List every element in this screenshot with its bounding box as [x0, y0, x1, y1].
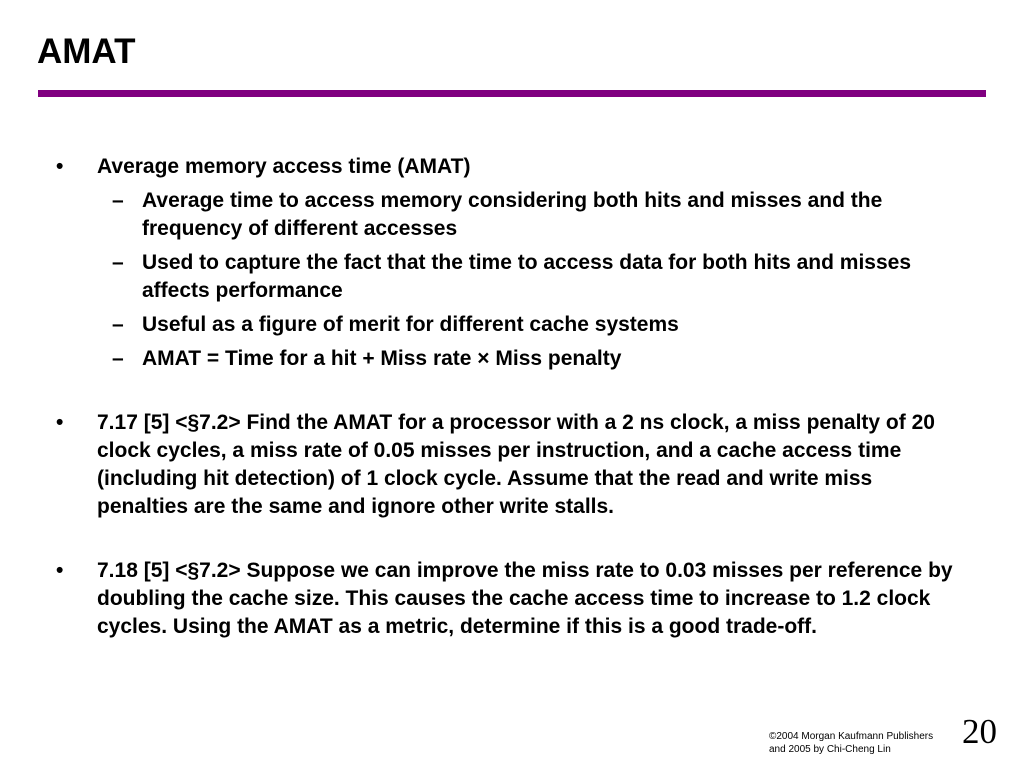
- sub-bullet-text: Average time to access memory considering both hits and misses and the frequency of different accesses: [142, 189, 883, 240]
- sub-bullet-text: Useful as a figure of merit for different cache systems: [142, 313, 679, 336]
- bullet-exercise-7-17: [56, 409, 956, 521]
- amat-formula: AMAT = Time for a hit + Miss rate × Miss penalty: [142, 347, 622, 370]
- slide-content: [56, 153, 956, 641]
- sub-bullet-item: [97, 249, 956, 305]
- bullet-marker: •: [56, 559, 64, 582]
- bullet-amat-definition: [56, 153, 956, 373]
- dash-marker: –: [112, 313, 124, 336]
- dash-marker: –: [112, 189, 124, 212]
- sub-bullet-list: [97, 187, 956, 373]
- page-number: 20: [962, 712, 997, 751]
- sub-bullet-text: Used to capture the fact that the time to access data for both hits and misses affects performance: [142, 251, 912, 302]
- bullet-marker: •: [56, 155, 64, 178]
- bullet-text: 7.17 [5] <§7.2> Find the AMAT for a processor with a 2 ns clock, a miss penalty of 20 clock cycles, a miss rate of 0.05 misses per instruction, and a cache access time (including hit detection) of 1 clock cycle. Assume that the read and write miss penalties are the same and ignore other write stalls.: [97, 411, 935, 518]
- copyright-line-2: and 2005 by Chi-Cheng Lin: [769, 744, 891, 755]
- sub-bullet-item: [97, 345, 956, 373]
- sub-bullet-item: [97, 311, 956, 339]
- title-divider: [38, 90, 986, 97]
- copyright-line-1: ©2004 Morgan Kaufmann Publishers: [769, 731, 934, 742]
- bullet-marker: •: [56, 411, 64, 434]
- bullet-exercise-7-18: [56, 557, 956, 641]
- copyright-footer: [769, 730, 933, 756]
- dash-marker: –: [112, 251, 124, 274]
- sub-bullet-item: [97, 187, 956, 243]
- bullet-text: 7.18 [5] <§7.2> Suppose we can improve the miss rate to 0.03 misses per reference by doubling the cache size. This causes the cache access time to increase to 1.2 clock cycles. Using the AMAT as a metric, determine if this is a good trade-off.: [97, 559, 953, 638]
- slide-title: AMAT: [37, 32, 136, 71]
- dash-marker: –: [112, 347, 124, 370]
- bullet-text: Average memory access time (AMAT): [97, 155, 471, 178]
